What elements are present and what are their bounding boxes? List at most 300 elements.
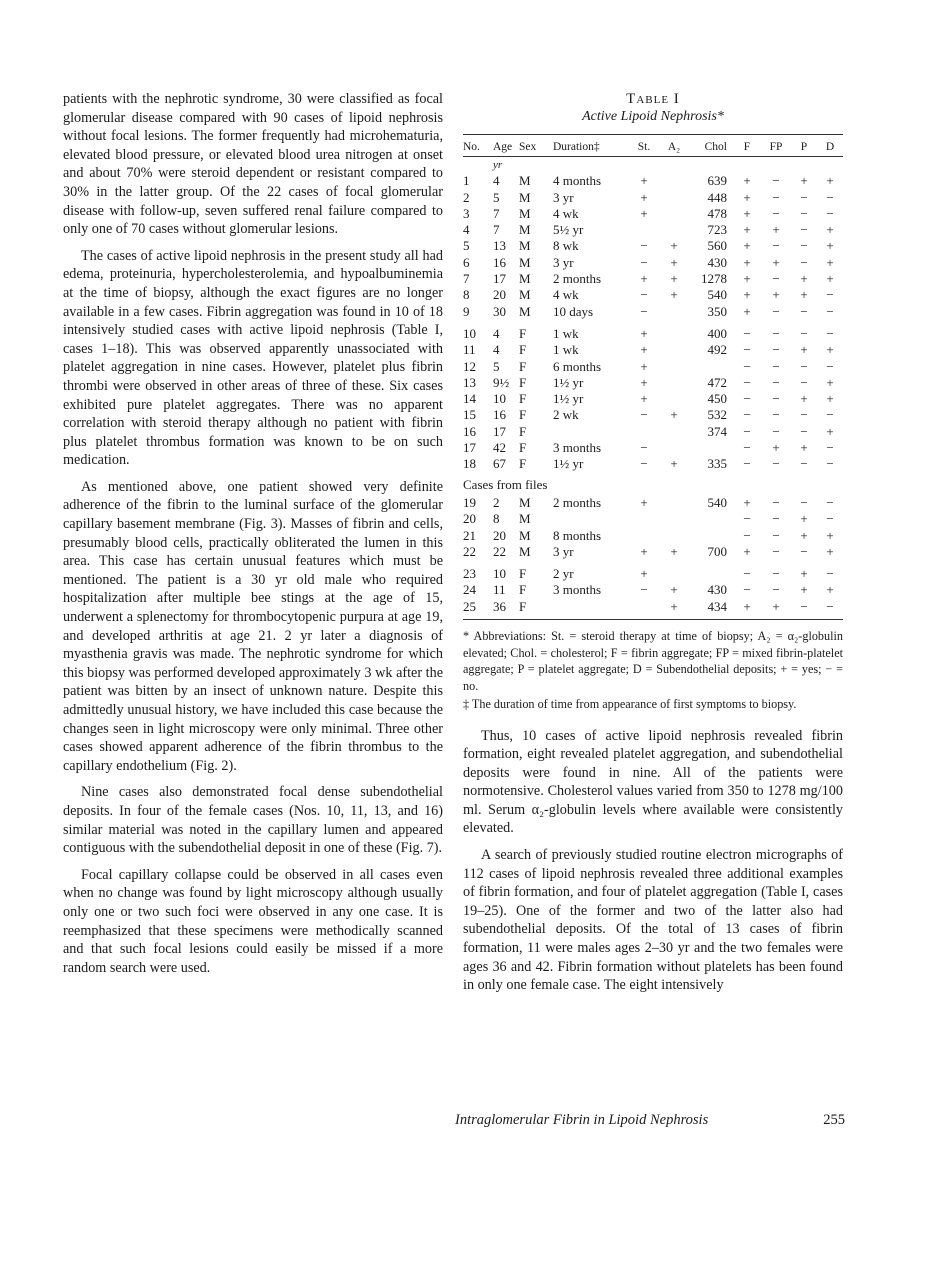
table-cell: −	[800, 189, 808, 205]
table-cell	[553, 511, 629, 527]
body-paragraph: Thus, 10 cases of active lipoid nephrosis revealed fibrin formation, eight revealed platelet aggregation, and subendothelial deposits were found in nine. All of the patients were normotensive. Cholesterol values varied from 350 to 1278 mg/100 ml. Serum α₂-globulin levels where available were consistently elevated.	[463, 727, 843, 837]
table-row	[463, 326, 843, 342]
table-cell: −	[800, 303, 808, 319]
column-header: P	[791, 135, 817, 157]
table-row	[463, 544, 843, 560]
body-paragraph: Focal capillary collapse could be observed in all cases even when no change was found by light microscopy although usually only one or two such foci were observed in any one case. It is reemphasized that these specimens were methodically scanned and that such focal lesions could easily be missed if a more random search were used.	[63, 866, 443, 976]
table-cell: 5½ yr	[553, 222, 584, 238]
table-cell: 700	[707, 543, 727, 559]
page-footer	[455, 1112, 845, 1129]
table-cell: +	[761, 599, 791, 620]
table-cell: 3 months	[553, 582, 602, 598]
table-cell: +	[826, 254, 834, 270]
table-cell: +	[772, 254, 780, 270]
table-cell: 6	[463, 254, 470, 270]
table-cell: +	[743, 543, 751, 559]
table-cell: 639	[707, 173, 727, 189]
table-cell: 723	[707, 222, 727, 238]
table-cell: 18	[463, 456, 476, 472]
table-cell: M	[519, 254, 531, 270]
table-cell: −	[800, 423, 808, 439]
table-cell: M	[519, 189, 531, 205]
table-row	[463, 206, 843, 222]
table-cell	[659, 424, 689, 440]
table-cell: +	[826, 342, 834, 358]
table-cell: −	[791, 599, 817, 620]
table-cell: +	[826, 391, 834, 407]
table-cell: −	[743, 527, 751, 543]
table-cell: 540	[707, 287, 727, 303]
table-cell: −	[743, 407, 751, 423]
table-cell: −	[772, 582, 780, 598]
table-cell: −	[640, 254, 648, 270]
table-cell: 540	[707, 494, 727, 510]
table-cell: −	[800, 325, 808, 341]
table-cell: −	[640, 238, 648, 254]
body-paragraph: A search of previously studied routine electron micrographs of 112 cases of lipoid nephrosis revealed three additional examples of fibrin formation, and four of platelet aggregation (Table I, cases 19–25). One of the former and two of the latter also had subendothelial deposits. Of the total of 13 cases of fibrin formation, 11 were males ages 2–30 yr and the two females were ages 36 and 42. Fibrin formation without platelets has been found in only one female case. The eight intensively	[463, 847, 843, 994]
table-cell: +	[800, 582, 808, 598]
table-cell: −	[772, 391, 780, 407]
table-cell: 42	[493, 440, 506, 456]
table-cell	[659, 528, 689, 544]
table-cell: 11	[493, 582, 506, 598]
table-cell: −	[800, 374, 808, 390]
table-cell: +	[743, 222, 751, 238]
table-row	[463, 271, 843, 287]
table-cell: M	[519, 271, 531, 287]
table-row	[463, 424, 843, 440]
table-cell: 448	[707, 189, 727, 205]
table-cell: −	[826, 325, 834, 341]
table-cell: M	[519, 543, 531, 559]
table-cell	[659, 495, 689, 511]
table-cell: 10	[493, 566, 506, 582]
table-cell: −	[772, 543, 780, 559]
table-cell	[659, 566, 689, 582]
table-cell: M	[519, 511, 531, 527]
table-cell: −	[800, 205, 808, 221]
table-cell: M	[519, 287, 531, 303]
table-cell: 472	[707, 374, 727, 390]
table-cell: 4	[463, 222, 470, 238]
table-cell: +	[772, 287, 780, 303]
table-cell: M	[519, 238, 531, 254]
table-cell: −	[826, 205, 834, 221]
table-cell: 24	[463, 582, 476, 598]
table-cell	[659, 359, 689, 375]
column-header: Duration‡	[553, 135, 629, 157]
table-cell: 4 wk	[553, 287, 579, 303]
table-cell: 17	[493, 423, 506, 439]
table-row	[463, 566, 843, 582]
table-cell: 1½ yr	[553, 456, 584, 472]
table-cell: −	[772, 205, 780, 221]
table-cell: +	[826, 173, 834, 189]
table-cell: +	[640, 566, 648, 582]
column-header: Chol	[689, 135, 733, 157]
table-cell: 2 wk	[553, 407, 579, 423]
table-cell: +	[640, 173, 648, 189]
table-cell: 350	[707, 303, 727, 319]
table-cell: −	[800, 254, 808, 270]
table-cell: 4	[493, 173, 500, 189]
table-cell: 5	[493, 358, 500, 374]
section-label-row	[463, 473, 843, 495]
table-cell: +	[743, 189, 751, 205]
table-cell: −	[800, 543, 808, 559]
table-cell: −	[800, 494, 808, 510]
table-cell: −	[772, 527, 780, 543]
table-cell: 1½ yr	[553, 391, 584, 407]
table-cell: 1 wk	[553, 325, 579, 341]
table-cell: 2 yr	[553, 566, 574, 582]
table-cell: +	[743, 303, 751, 319]
table-cell: +	[826, 582, 834, 598]
table-cell: 8	[463, 287, 470, 303]
table-cell: −	[772, 511, 780, 527]
table-cell: −	[826, 407, 834, 423]
table-cell: 478	[707, 205, 727, 221]
table-cell	[629, 599, 659, 620]
table-row	[463, 342, 843, 358]
table-cell: 25	[463, 599, 493, 620]
table-caption	[463, 90, 843, 126]
table-cell: −	[640, 440, 648, 456]
table-cell: 430	[707, 254, 727, 270]
table-cell: F	[519, 358, 527, 374]
table-cell	[629, 424, 659, 440]
table-cell: 16	[493, 254, 506, 270]
column-header: FP	[761, 135, 791, 157]
table-cell: +	[670, 238, 678, 254]
table-cell: +	[640, 358, 648, 374]
table-cell: +	[670, 254, 678, 270]
table-row	[463, 255, 843, 271]
table-cell: 3 yr	[553, 254, 574, 270]
table-cell: 8 wk	[553, 238, 579, 254]
table-cell: 20	[493, 527, 506, 543]
table-cell: −	[826, 494, 834, 510]
table-cell: 30	[493, 303, 506, 319]
table-row	[463, 359, 843, 375]
table-cell: F	[519, 582, 527, 598]
table-cell: 10 days	[553, 303, 594, 319]
table-row	[463, 456, 843, 472]
footnote-abbreviations: * Abbreviations: St. = steroid therapy at time of biopsy; A₂ = α₂-globulin elevated; Chol. = cholesterol; F = fibrin aggregate; FP = mixed fibrin-platelet aggregate; P = platelet aggregate; D = Subendothelial deposits; + = yes; − = no.	[463, 629, 843, 693]
table-cell: 4	[493, 342, 500, 358]
table-cell: 335	[707, 456, 727, 472]
table-cell: 3 yr	[553, 189, 574, 205]
table-cell: 4 wk	[553, 205, 579, 221]
table-cell	[659, 440, 689, 456]
table-cell: +	[800, 391, 808, 407]
table-cell: 21	[463, 527, 476, 543]
table-cell: +	[800, 342, 808, 358]
table-footnotes	[463, 628, 843, 713]
table-cell: −	[743, 456, 751, 472]
table-cell: +	[800, 566, 808, 582]
table-cell: +	[670, 582, 678, 598]
table-cell: +	[826, 374, 834, 390]
table-cell: −	[743, 391, 751, 407]
table-cell: −	[743, 358, 751, 374]
table-cell: −	[817, 599, 843, 620]
table-cell: 4 months	[553, 173, 602, 189]
table-cell: 3 yr	[553, 543, 574, 559]
table-cell	[659, 375, 689, 391]
table-cell: 3	[463, 205, 470, 221]
section-label: Cases from files	[463, 476, 548, 492]
table-cell	[689, 566, 733, 582]
column-header: F	[733, 135, 761, 157]
table-cell: 434	[689, 599, 733, 620]
table-cell: M	[519, 222, 531, 238]
table-cell: 2 months	[553, 494, 602, 510]
table-cell: 3 months	[553, 440, 602, 456]
column-header: Sex	[519, 135, 553, 157]
table-cell: 2 months	[553, 271, 602, 287]
table-row	[463, 304, 843, 320]
table-cell: −	[772, 374, 780, 390]
table-cell: F	[519, 391, 527, 407]
table-cell: +	[772, 440, 780, 456]
table-cell: −	[772, 494, 780, 510]
table-cell: +	[640, 494, 648, 510]
table-cell: +	[640, 189, 648, 205]
table-row	[463, 599, 843, 620]
table-cell: 20	[493, 287, 506, 303]
table-cell: −	[743, 566, 751, 582]
table-cell: −	[743, 582, 751, 598]
table-cell: 19	[463, 494, 476, 510]
table-cell: −	[826, 358, 834, 374]
table-cell	[659, 206, 689, 222]
table-cell: +	[826, 222, 834, 238]
table-cell: −	[640, 407, 648, 423]
table-row	[463, 287, 843, 303]
table-cell: 12	[463, 358, 476, 374]
table-cell: −	[772, 423, 780, 439]
table-cell: 5	[463, 238, 470, 254]
table-row	[463, 528, 843, 544]
table-cell: 532	[707, 407, 727, 423]
table-cell: +	[743, 173, 751, 189]
table-cell: F	[519, 374, 527, 390]
table-cell: 492	[707, 342, 727, 358]
table-cell: 7	[493, 205, 500, 221]
table-cell: +	[800, 173, 808, 189]
units-row	[463, 157, 843, 174]
table-cell: +	[743, 287, 751, 303]
table-cell: 23	[463, 566, 476, 582]
table-cell: +	[826, 271, 834, 287]
table-cell: F	[519, 599, 553, 620]
right-column	[463, 90, 843, 1003]
table-cell: 22	[493, 543, 506, 559]
table-cell: +	[640, 205, 648, 221]
table-row	[463, 173, 843, 189]
table-cell: 13	[463, 374, 476, 390]
body-paragraph: Nine cases also demonstrated focal dense subendothelial deposits. In four of the female cases (Nos. 10, 11, 13, and 16) similar material was noted in the capillary lumen and appeared contiguous with the subendothelial deposit in one of these (Fig. 7).	[63, 784, 443, 857]
table-cell: +	[800, 527, 808, 543]
table-cell: 67	[493, 456, 506, 472]
table-cell: 9	[463, 303, 470, 319]
table-cell: +	[670, 271, 678, 287]
table-cell: 5	[493, 189, 500, 205]
table-cell: −	[772, 456, 780, 472]
table-cell: −	[826, 303, 834, 319]
table-cell: 15	[463, 407, 476, 423]
table-cell: F	[519, 325, 527, 341]
body-paragraph: The cases of active lipoid nephrosis in the present study all had edema, proteinuria, hypercholesterolemia, and hypoalbuminemia at the time of biopsy, although the exact figures are no longer available in a few cases. Fibrin aggregation was found in 10 of 18 intensively studied cases with active lipoid nephrosis (Table I, cases 1–18). This was observed apparently unassociated with platelet aggregation in nine cases. However, platelet plus fibrin thrombi were observed in other areas of three of these. Six cases exhibited pure platelet aggregates. There was no apparent correlation with steroid therapy although no patient with fibrin plus platelet thrombus formation was known to be on such medication.	[63, 247, 443, 469]
table-cell: 1278	[701, 271, 727, 287]
table-cell: −	[743, 440, 751, 456]
table-cell: −	[826, 189, 834, 205]
table-cell: −	[800, 358, 808, 374]
table-cell	[689, 359, 733, 375]
table-row	[463, 407, 843, 423]
table-row	[463, 511, 843, 527]
table-cell: −	[772, 407, 780, 423]
table-cell: 430	[707, 582, 727, 598]
table-cell: 10	[463, 325, 476, 341]
table-cell	[659, 190, 689, 206]
table-cell	[659, 342, 689, 358]
table-cell: −	[743, 374, 751, 390]
table-cell: 9½	[493, 374, 510, 390]
table-number: Table I	[626, 91, 680, 107]
table-cell: +	[743, 271, 751, 287]
table-cell: F	[519, 440, 527, 456]
table-cell: −	[772, 238, 780, 254]
table-cell: F	[519, 407, 527, 423]
body-paragraph: patients with the nephrotic syndrome, 30 were classified as focal glomerular disease compared with 90 cases of lipoid nephrosis without focal lesions. The former frequently had microhematuria, elevated blood pressure, or elevated blood urea nitrogen at onset and about 70% were steroid dependent or resistant compared to 30% in the latter group. Of the 22 cases of focal glomerular disease with follow-up, seven suffered renal failure compared to only one of 70 cases without glomerular lesions.	[63, 91, 443, 238]
table-cell: +	[772, 222, 780, 238]
table-row	[463, 391, 843, 407]
table-cell: 1 wk	[553, 342, 579, 358]
table-cell: −	[772, 189, 780, 205]
table-cell: −	[772, 358, 780, 374]
table-cell: +	[640, 342, 648, 358]
table-cell: +	[670, 287, 678, 303]
table-cell: 17	[463, 440, 476, 456]
column-header: No.	[463, 135, 493, 157]
table-title: Active Lipoid Nephrosis*	[582, 109, 724, 124]
table-cell	[553, 599, 629, 620]
table-cell: M	[519, 303, 531, 319]
table-cell: −	[743, 511, 751, 527]
right-body-text	[463, 727, 843, 995]
left-column	[63, 90, 443, 985]
table-cell: −	[826, 511, 834, 527]
table-cell: 450	[707, 391, 727, 407]
table-row	[463, 582, 843, 598]
table-row	[463, 222, 843, 238]
table-cell: +	[733, 599, 761, 620]
running-title: Intraglomerular Fibrin in Lipoid Nephrosis	[455, 1112, 709, 1128]
table-cell: −	[743, 342, 751, 358]
table-cell: 22	[463, 543, 476, 559]
table-cell: 20	[463, 511, 476, 527]
table-cell: F	[519, 342, 527, 358]
table-cell: +	[743, 238, 751, 254]
table-cell: 6 months	[553, 358, 602, 374]
table-cell: +	[826, 423, 834, 439]
column-header: Age	[493, 135, 519, 157]
table-cell: −	[743, 423, 751, 439]
table-cell: 17	[493, 271, 506, 287]
table-cell: −	[800, 238, 808, 254]
table-cell: −	[826, 440, 834, 456]
table-cell: −	[800, 407, 808, 423]
table-cell: +	[670, 407, 678, 423]
data-table	[463, 134, 843, 620]
table-row	[463, 375, 843, 391]
table-cell: +	[826, 527, 834, 543]
table-cell: 36	[493, 599, 519, 620]
table-cell: +	[826, 238, 834, 254]
table-cell: −	[640, 582, 648, 598]
table-cell: 374	[707, 423, 727, 439]
table-cell	[659, 391, 689, 407]
table-cell: +	[800, 440, 808, 456]
table-cell	[553, 424, 629, 440]
table-cell	[659, 511, 689, 527]
table-cell	[659, 304, 689, 320]
table-cell: +	[743, 254, 751, 270]
column-header: D	[817, 135, 843, 157]
table-cell: −	[772, 325, 780, 341]
table-cell: 14	[463, 391, 476, 407]
table-cell: 1	[463, 173, 470, 189]
table-cell	[629, 222, 659, 238]
column-header: A₂	[659, 135, 689, 157]
table-cell: −	[772, 173, 780, 189]
table-cell: −	[743, 325, 751, 341]
table-cell	[659, 222, 689, 238]
table-cell: +	[800, 511, 808, 527]
table-cell: M	[519, 494, 531, 510]
table-row	[463, 440, 843, 456]
table-cell	[659, 173, 689, 189]
table-cell	[689, 440, 733, 456]
table-cell: F	[519, 566, 527, 582]
table-cell: 10	[493, 391, 506, 407]
column-header: St.	[629, 135, 659, 157]
table-cell: −	[772, 271, 780, 287]
table-cell: 11	[463, 342, 476, 358]
table-header-row	[463, 135, 843, 157]
table-cell: M	[519, 527, 531, 543]
table-cell: +	[670, 456, 678, 472]
table-row	[463, 495, 843, 511]
table-cell: +	[743, 494, 751, 510]
table-cell: 1½ yr	[553, 374, 584, 390]
table-row	[463, 190, 843, 206]
table-cell: −	[772, 566, 780, 582]
table-row	[463, 238, 843, 254]
table-cell	[629, 511, 659, 527]
table-cell: +	[640, 391, 648, 407]
table-cell	[689, 511, 733, 527]
table-cell: −	[826, 566, 834, 582]
table-cell: M	[519, 173, 531, 189]
table-cell: −	[640, 287, 648, 303]
table-cell: F	[519, 423, 527, 439]
table-cell: +	[670, 543, 678, 559]
table-cell: −	[640, 303, 648, 319]
table-cell: +	[640, 325, 648, 341]
